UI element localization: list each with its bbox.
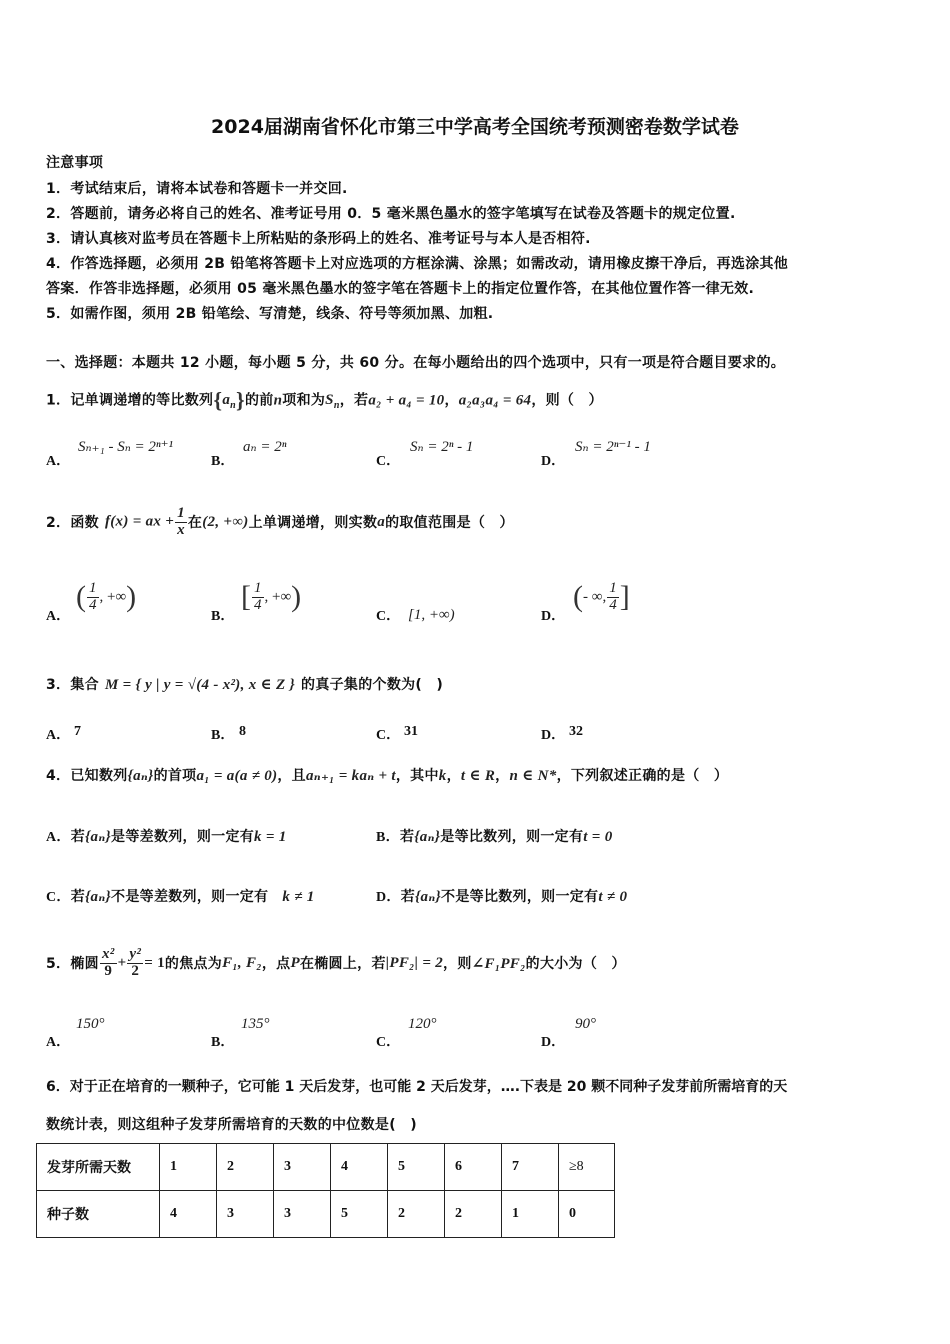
q5-text: 在椭圆上，若: [299, 956, 386, 972]
q2-option-c-label[interactable]: C．: [376, 609, 401, 624]
notice-item: 2．答题前，请务必将自己的姓名、准考证号用 0．5 毫米黑色墨水的签字笔填写在试卷及答题卡的规定位置.: [46, 206, 736, 222]
q4-text: ，其中: [395, 768, 439, 784]
table-cell: 发芽所需天数: [37, 1144, 160, 1191]
q1-text: ，若: [339, 392, 369, 409]
q4-text: ，下列叙述正确的是（ ）: [556, 768, 729, 784]
q5-option-c-label[interactable]: C．: [376, 1035, 401, 1050]
q5-text: 的大小为（ ）: [525, 956, 626, 972]
table-cell: 2: [388, 1191, 445, 1238]
q2-option-c[interactable]: [1, +∞): [408, 607, 455, 623]
q5-option-d[interactable]: 90°: [575, 1016, 596, 1032]
q3-option-c[interactable]: 31: [404, 724, 418, 739]
q3-option-c-label[interactable]: C．: [376, 728, 401, 743]
q2-text: 上单调递增，则实数: [248, 515, 378, 531]
question-4: [46, 765, 728, 785]
q5-option-d-label[interactable]: D．: [541, 1035, 566, 1050]
q2-option-d-label[interactable]: D．: [541, 609, 566, 624]
q5-angle: ∠F₁PF₂: [471, 955, 526, 972]
q5-option-b-label[interactable]: B．: [211, 1035, 235, 1050]
q3-option-a[interactable]: 7: [74, 724, 81, 739]
q1-text: 项和为: [282, 392, 326, 409]
q1-condition: a₂ + a₄ = 10: [368, 392, 445, 409]
table-cell: 2: [445, 1191, 502, 1238]
table-cell: 4: [160, 1191, 217, 1238]
q4-k: k: [438, 768, 447, 784]
q4-text: 的首项: [153, 768, 197, 784]
q4-text: 4．已知数列: [46, 768, 128, 784]
q5-text: 的焦点为: [164, 956, 223, 972]
q1-option-c[interactable]: Sₙ = 2ⁿ - 1: [410, 439, 474, 455]
q1-seq: $\{a_n\}$: [213, 388, 245, 413]
q2-option-b[interactable]: [ $\frac{1}{4}$ , +∞ ): [241, 579, 302, 613]
q4-nN: n ∈ N*: [509, 768, 557, 784]
q4-recurrence: aₙ₊₁ = kaₙ + t: [305, 768, 396, 784]
q5-option-b[interactable]: 135°: [241, 1016, 270, 1032]
table-cell: 4: [331, 1144, 388, 1191]
table-cell: 6: [445, 1144, 502, 1191]
q1-text: 的前: [245, 392, 274, 409]
notice-heading: 注意事项: [46, 155, 104, 171]
table-cell: 3: [274, 1191, 331, 1238]
q5-point: P: [290, 954, 300, 971]
q2-option-a-label[interactable]: A．: [46, 609, 71, 624]
q4-option-b[interactable]: B．若{aₙ}是等比数列，则一定有t = 0: [376, 829, 613, 845]
table-cell: 种子数: [37, 1191, 160, 1238]
question-6-line-1: 6．对于正在培育的一颗种子，它可能 1 天后发芽，也可能 2 天后发芽，….下表是 20 颗不同种子发芽前所需培育的天: [46, 1079, 788, 1095]
q3-text: 3．集合: [46, 677, 99, 693]
q2-text: 在: [187, 515, 203, 531]
q5-text: ，则: [443, 956, 472, 972]
table-cell: 3: [274, 1144, 331, 1191]
table-cell: 5: [388, 1144, 445, 1191]
q4-option-a[interactable]: A．若{aₙ}是等差数列，则一定有k = 1: [46, 829, 287, 845]
q2-option-d[interactable]: ( - ∞, $\frac{1}{4}$ ]: [573, 579, 630, 613]
table-cell: 1: [502, 1191, 559, 1238]
q1-Sn: $S_n$: [325, 392, 340, 412]
q3-text: 的真子集的个数为( ): [301, 677, 444, 693]
q4-text: ，: [446, 768, 461, 784]
q1-option-d[interactable]: Sₙ = 2ⁿ⁻¹ - 1: [575, 439, 651, 455]
question-1: [46, 388, 603, 414]
q2-function: f(x) = ax + $\frac{1}{x}$: [104, 504, 185, 538]
q5-foci: F₁, F₂: [222, 954, 262, 971]
table-cell: 0: [559, 1191, 615, 1238]
q2-interval: (2, +∞): [202, 513, 249, 530]
q5-text: ，点: [261, 956, 291, 972]
q5-ellipse: $\frac{\text{x²}}{9}$ + $\frac{\text{y²}}{2}$ = 1: [101, 945, 165, 979]
q5-condition: |PF₂| = 2: [385, 954, 444, 971]
page-title: 2024届湖南省怀化市第三中学高考全国统考预测密卷数学试卷: [211, 116, 739, 138]
q4-option-c[interactable]: C．若{aₙ}不是等差数列，则一定有 k ≠ 1: [46, 889, 315, 905]
q5-option-a-label[interactable]: A．: [46, 1035, 71, 1050]
table-row: [37, 1144, 615, 1191]
q1-option-b-label[interactable]: B．: [211, 454, 235, 469]
table-cell: 1: [160, 1144, 217, 1191]
question-3: [46, 664, 443, 704]
table-cell: 7: [502, 1144, 559, 1191]
q2-text: 2．函数: [46, 515, 99, 531]
q5-option-c[interactable]: 120°: [408, 1016, 437, 1032]
notice-item: 答案．作答非选择题，必须用 05 毫米黑色墨水的签字笔在答题卡上的指定位置作答，在其他位置作答一律无效.: [46, 281, 755, 297]
section-heading: 一、选择题：本题共 12 小题，每小题 5 分，共 60 分。在每小题给出的四个选项中，只有一项是符合题目要求的。: [46, 355, 786, 371]
q4-tR: t ∈ R: [460, 768, 496, 784]
q3-option-b-label[interactable]: B．: [211, 728, 235, 743]
q1-option-b[interactable]: aₙ = 2ⁿ: [243, 439, 287, 455]
q1-text: ，: [444, 392, 459, 409]
q1-option-d-label[interactable]: D．: [541, 454, 566, 469]
notice-item: 1．考试结束后，请将本试卷和答题卡一并交回.: [46, 181, 348, 197]
germination-table: [36, 1143, 615, 1238]
q1-text: 1．记单调递增的等比数列: [46, 392, 214, 409]
q2-option-b-label[interactable]: B．: [211, 609, 235, 624]
notice-item: 3．请认真核对监考员在答题卡上所粘贴的条形码上的姓名、准考证号与本人是否相符.: [46, 231, 591, 247]
notice-item: 5．如需作图，须用 2B 铅笔绘、写清楚，线条、符号等须加黑、加粗.: [46, 306, 494, 322]
q3-option-d-label[interactable]: D．: [541, 728, 566, 743]
q1-option-c-label[interactable]: C．: [376, 454, 401, 469]
table-cell: 3: [217, 1191, 274, 1238]
q4-first: a₁ = a(a ≠ 0): [196, 768, 278, 784]
question-2: [46, 497, 514, 547]
q2-option-a[interactable]: ( $\frac{1}{4}$ , +∞ ): [76, 579, 137, 613]
q5-option-a[interactable]: 150°: [76, 1016, 105, 1032]
q3-option-b[interactable]: 8: [239, 724, 246, 739]
q1-text: ，则（ ）: [531, 392, 603, 409]
q1-option-a-label[interactable]: A．: [46, 454, 71, 469]
q1-n: n: [273, 392, 283, 409]
q2-text: 的取值范围是（ ）: [385, 515, 514, 531]
q5-text: 5．椭圆: [46, 956, 99, 972]
notice-item: 4．作答选择题，必须用 2B 铅笔将答题卡上对应选项的方框涂满、涂黑；如需改动，请用橡皮擦干净后，再选涂其他: [46, 256, 789, 272]
q3-option-d[interactable]: 32: [569, 724, 583, 739]
table-row: [37, 1191, 615, 1238]
table-cell: ≥8: [559, 1144, 615, 1191]
question-5: [46, 938, 626, 988]
q1-option-a[interactable]: Sₙ₊₁ - Sₙ = 2ⁿ⁺¹: [78, 439, 174, 455]
q4-seq: {aₙ}: [127, 768, 154, 784]
q1-condition: a₂a₃a₄ = 64: [458, 392, 532, 409]
q2-var: a: [377, 513, 386, 530]
q4-text: ，: [495, 768, 510, 784]
table-cell: 5: [331, 1191, 388, 1238]
q3-option-a-label[interactable]: A．: [46, 728, 71, 743]
q4-option-d[interactable]: D．若{aₙ}不是等比数列，则一定有t ≠ 0: [376, 889, 628, 905]
table-cell: 2: [217, 1144, 274, 1191]
q4-text: ，且: [277, 768, 306, 784]
q3-set: M = { y | y = √(4 - x²), x ∈ Z }: [104, 676, 296, 693]
question-6-line-2: 数统计表，则这组种子发芽所需培育的天数的中位数是( ): [46, 1117, 417, 1133]
